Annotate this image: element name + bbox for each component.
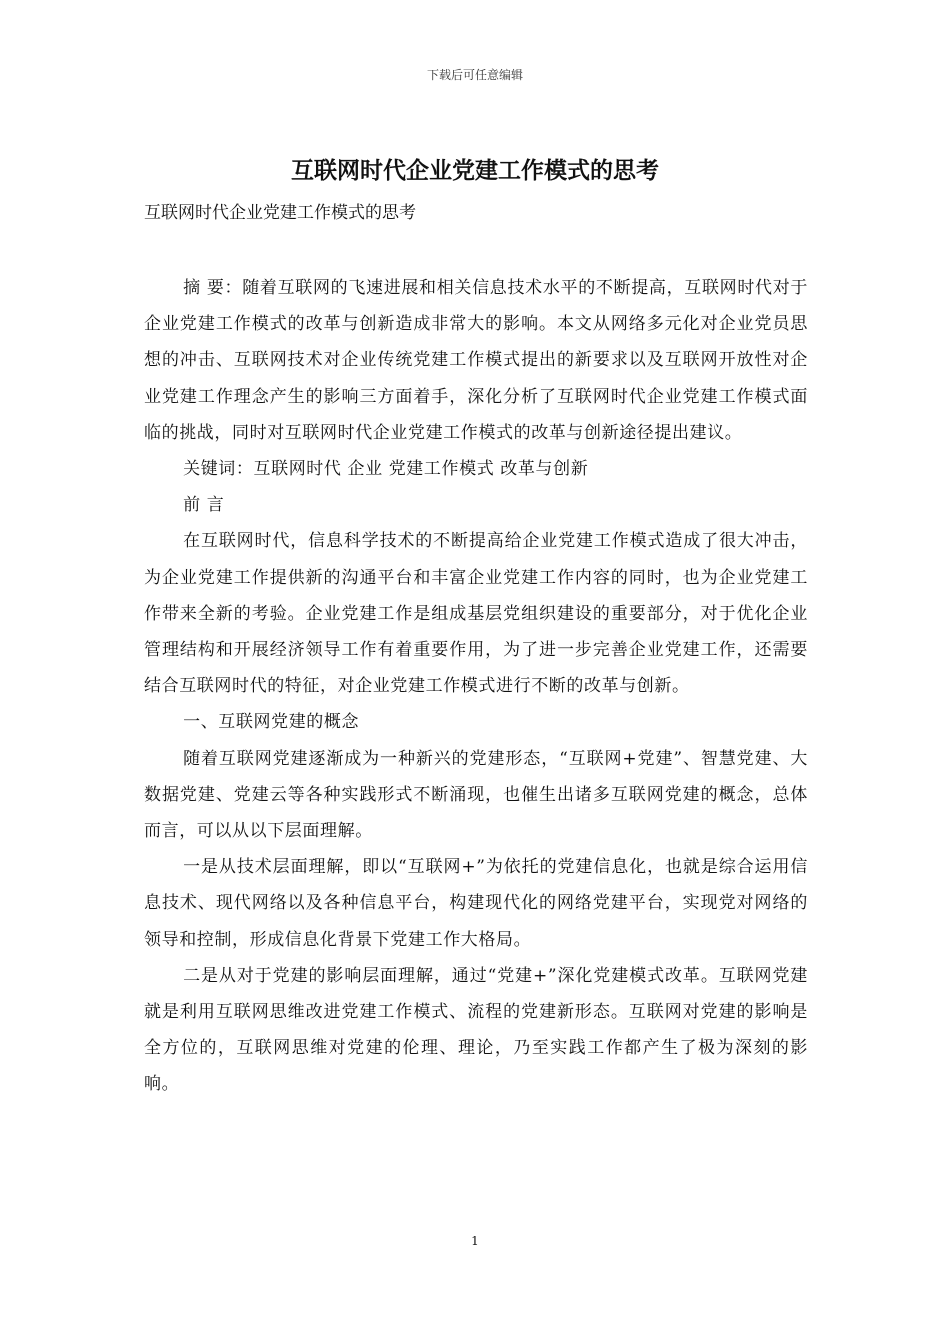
preface-paragraph: 在互联网时代，信息科学技术的不断提高给企业党建工作模式造成了很大冲击，为企业党建工作提供新的沟通平台和丰富企业党建工作内容的同时，也为企业党建工作带来全新的考验。企业党建工作是组成基层党组织建设的重要部分，对于优化企业管理结构和开展经济领导工作有着重要作用，为了进一步完善企业党建工作，还需要结合互联网时代的特征，对企业党建工作模式进行不断的改革与创新。 [144,531,808,697]
document-body [144,270,808,1103]
page-header-note: 下载后可任意编辑 [426,68,523,82]
body-paragraph: 一是从技术层面理解，即以“互联网+”为依托的党建信息化，也就是综合运用信息技术、现代网络以及各种信息平台，构建现代化的网络党建平台，实现党对网络的领导和控制，形成信息化背景下党建工作大格局。 [144,857,808,950]
body-paragraph: 随着互联网党建逐渐成为一种新兴的党建形态，“互联网+党建”、智慧党建、大数据党建、党建云等各种实践形式不断涌现，也催生出诸多互联网党建的概念，总体而言，可以从以下层面理解。 [144,748,808,842]
abstract-paragraph: 摘 要：随着互联网的飞速进展和相关信息技术水平的不断提高，互联网时代对于企业党建工作模式的改革与创新造成非常大的影响。本文从网络多元化对企业党员思想的冲击、互联网技术对企业传统党建工作模式提出的新要求以及互联网开放性对企业党建工作理念产生的影响三方面着手，深化分析了互联网时代企业党建工作模式面临的挑战，同时对互联网时代企业党建工作模式的改革与创新途径提出建议。 [144,278,808,443]
page-number: 1 [471,1234,479,1248]
preface-heading: 前 言 [183,495,225,516]
document-title: 互联网时代企业党建工作模式的思考 [291,157,659,184]
document-subtitle: 互联网时代企业党建工作模式的思考 [144,203,416,223]
keywords-line: 关键词：互联网时代 企业 党建工作模式 改革与创新 [183,459,589,480]
body-paragraph: 二是从对于党建的影响层面理解，通过“党建+”深化党建模式改革。互联网党建就是利用互联网思维改进党建工作模式、流程的党建新形态。互联网对党建的影响是全方位的，互联网思维对党建的伦理、理论，乃至实践工作都产生了极为深刻的影响。 [144,965,808,1095]
section-heading-1: 一、互联网党建的概念 [183,712,360,733]
